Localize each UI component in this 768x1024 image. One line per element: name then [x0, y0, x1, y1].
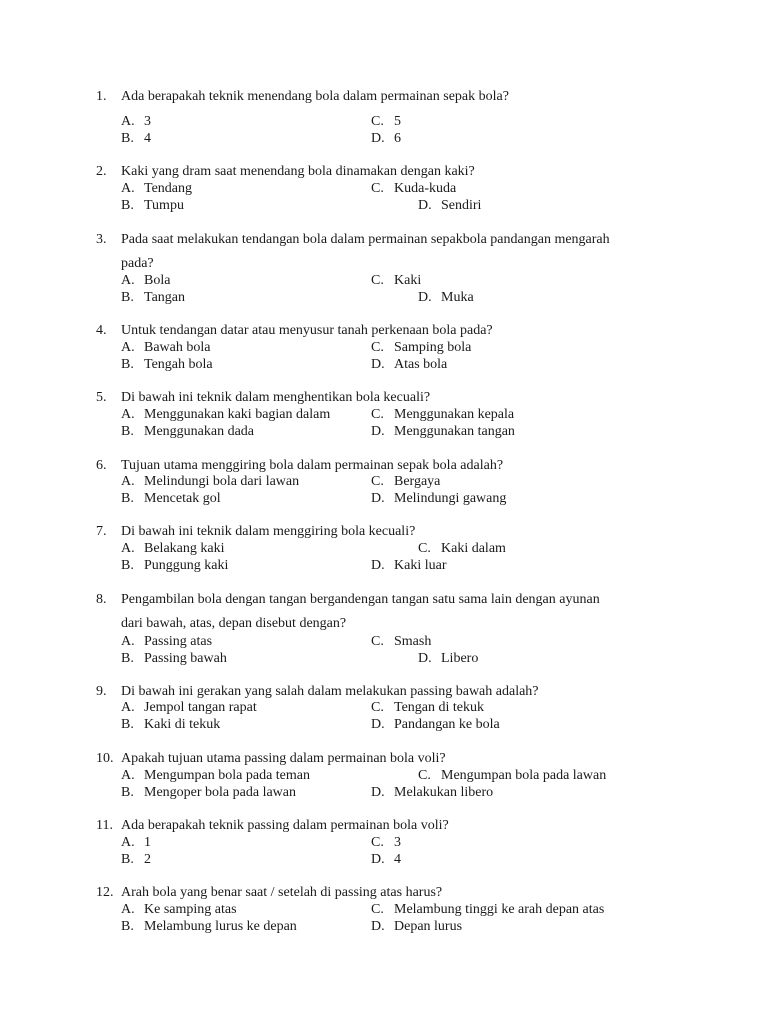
question-number: 1.	[96, 89, 107, 104]
option-letter: C.	[418, 768, 431, 783]
option-c[interactable]	[371, 834, 401, 851]
question-text-continuation: pada?	[121, 256, 154, 271]
option-letter: B.	[121, 558, 134, 573]
option-a[interactable]	[121, 180, 192, 197]
option-text: Kaki luar	[394, 558, 447, 573]
option-text: 3	[394, 835, 401, 850]
option-a[interactable]	[121, 901, 237, 918]
question-text: Di bawah ini teknik dalam menggiring bola kecuali?	[121, 524, 416, 539]
option-text: Melakukan libero	[394, 785, 494, 800]
option-text: Tangan	[144, 290, 186, 305]
option-text: Samping bola	[394, 340, 472, 355]
option-d[interactable]	[418, 650, 478, 667]
option-b[interactable]	[121, 130, 151, 147]
question-number: 7.	[96, 524, 107, 539]
option-letter: D.	[418, 198, 432, 213]
option-letter: C.	[371, 407, 384, 422]
option-a[interactable]	[121, 406, 330, 423]
question-3	[96, 231, 610, 248]
option-c[interactable]	[418, 767, 606, 784]
question-number: 11.	[96, 818, 113, 833]
question-text: Pada saat melakukan tendangan bola dalam permainan sepakbola pandangan mengarah	[121, 232, 610, 247]
option-letter: D.	[371, 919, 385, 934]
option-text: 1	[144, 835, 151, 850]
question-number: 2.	[96, 164, 107, 179]
option-letter: A.	[121, 114, 135, 129]
option-letter: A.	[121, 541, 135, 556]
option-letter: A.	[121, 181, 135, 196]
option-d[interactable]	[371, 356, 447, 373]
question-number: 3.	[96, 232, 107, 247]
option-letter: B.	[121, 717, 134, 732]
option-a[interactable]	[121, 633, 212, 650]
option-text: Kaki	[394, 273, 422, 288]
option-b[interactable]	[121, 423, 254, 440]
option-letter: D.	[371, 357, 385, 372]
option-text: Bola	[144, 273, 171, 288]
option-letter: B.	[121, 424, 134, 439]
question-number: 10.	[96, 751, 114, 766]
question-7	[96, 523, 415, 540]
option-b[interactable]	[121, 356, 213, 373]
option-b[interactable]	[121, 490, 221, 507]
option-letter: A.	[121, 902, 135, 917]
option-text: 6	[394, 131, 401, 146]
option-text: Mengumpan bola pada teman	[144, 768, 311, 783]
option-text: Sendiri	[441, 198, 482, 213]
option-letter: D.	[418, 651, 432, 666]
option-letter: D.	[371, 131, 385, 146]
option-text: Tengah bola	[144, 357, 213, 372]
option-letter: C.	[418, 541, 431, 556]
option-letter: D.	[371, 424, 385, 439]
option-letter: B.	[121, 919, 134, 934]
option-text: Menggunakan dada	[144, 424, 255, 439]
option-a[interactable]	[121, 699, 257, 716]
option-c[interactable]	[418, 540, 506, 557]
question-12	[96, 884, 442, 901]
option-letter: C.	[371, 340, 384, 355]
option-c[interactable]	[371, 406, 514, 423]
option-d[interactable]	[418, 197, 481, 214]
option-text: Melambung lurus ke depan	[144, 919, 297, 934]
option-letter: A.	[121, 474, 135, 489]
question-text: Di bawah ini gerakan yang salah dalam melakukan passing bawah adalah?	[121, 684, 539, 699]
option-text: 5	[394, 114, 401, 129]
option-d[interactable]	[371, 918, 462, 935]
option-letter: B.	[121, 651, 134, 666]
option-letter: D.	[418, 290, 432, 305]
option-text: Pandangan ke bola	[394, 717, 500, 732]
option-text: Kuda-kuda	[394, 181, 457, 196]
option-letter: B.	[121, 491, 134, 506]
option-letter: A.	[121, 340, 135, 355]
option-c[interactable]	[371, 633, 431, 650]
option-a[interactable]	[121, 767, 310, 784]
question-11	[96, 817, 449, 834]
option-text: Jempol tangan rapat	[144, 700, 257, 715]
question-8	[96, 591, 600, 608]
option-c[interactable]	[371, 699, 484, 716]
option-a[interactable]	[121, 540, 224, 557]
option-b[interactable]	[121, 918, 297, 935]
option-letter: A.	[121, 768, 135, 783]
question-text-continuation: dari bawah, atas, depan disebut dengan?	[121, 616, 347, 631]
option-letter: B.	[121, 357, 134, 372]
option-letter: A.	[121, 700, 135, 715]
option-text: Melindungi bola dari lawan	[144, 474, 300, 489]
question-text: Tujuan utama menggiring bola dalam permainan sepak bola adalah?	[121, 458, 504, 473]
option-letter: D.	[371, 717, 385, 732]
option-a[interactable]	[121, 272, 170, 289]
option-text: 4	[394, 852, 401, 867]
option-letter: C.	[371, 474, 384, 489]
option-letter: A.	[121, 407, 135, 422]
option-text: Menggunakan tangan	[394, 424, 515, 439]
question-number: 5.	[96, 390, 107, 405]
option-text: Tumpu	[144, 198, 184, 213]
question-number: 4.	[96, 323, 107, 338]
question-text: Arah bola yang benar saat / setelah di passing atas harus?	[121, 885, 443, 900]
option-letter: C.	[371, 835, 384, 850]
question-number: 6.	[96, 458, 107, 473]
option-text: 2	[144, 852, 151, 867]
option-c[interactable]	[371, 272, 421, 289]
option-letter: A.	[121, 273, 135, 288]
option-text: Muka	[441, 290, 474, 305]
question-4	[96, 322, 493, 339]
option-text: Atas bola	[394, 357, 448, 372]
option-letter: C.	[371, 634, 384, 649]
question-text: Untuk tendangan datar atau menyusur tanah perkenaan bola pada?	[121, 323, 493, 338]
option-letter: A.	[121, 634, 135, 649]
option-d[interactable]	[371, 130, 401, 147]
option-text: Kaki di tekuk	[144, 717, 221, 732]
option-d[interactable]	[371, 557, 446, 574]
option-letter: C.	[371, 181, 384, 196]
question-number: 12.	[96, 885, 114, 900]
option-text: 3	[144, 114, 151, 129]
question-1	[96, 88, 509, 105]
option-b[interactable]	[121, 197, 184, 214]
option-text: Melindungi gawang	[394, 491, 507, 506]
option-text: Tendang	[144, 181, 193, 196]
question-text: Kaki yang dram saat menendang bola dinamakan dengan kaki?	[121, 164, 475, 179]
option-text: Mengumpan bola pada lawan	[441, 768, 607, 783]
option-b[interactable]	[121, 557, 228, 574]
option-a[interactable]	[121, 339, 210, 356]
question-text: Apakah tujuan utama passing dalam permainan bola voli?	[121, 751, 446, 766]
question-number: 8.	[96, 592, 107, 607]
option-text: Menggunakan kaki bagian dalam	[144, 407, 331, 422]
option-letter: B.	[121, 852, 134, 867]
option-text: Punggung kaki	[144, 558, 229, 573]
option-text: Mencetak gol	[144, 491, 221, 506]
option-text: Ke samping atas	[144, 902, 237, 917]
option-b[interactable]	[121, 716, 220, 733]
option-letter: A.	[121, 835, 135, 850]
question-text: Di bawah ini teknik dalam menghentikan bola kecuali?	[121, 390, 431, 405]
option-text: Bergaya	[394, 474, 441, 489]
option-a[interactable]	[121, 834, 151, 851]
option-letter: B.	[121, 131, 134, 146]
option-letter: C.	[371, 273, 384, 288]
option-d[interactable]	[371, 423, 515, 440]
option-text: Passing atas	[144, 634, 213, 649]
option-text: Libero	[441, 651, 479, 666]
option-text: Tengan di tekuk	[394, 700, 484, 715]
question-text: Ada berapakah teknik passing dalam permainan bola voli?	[121, 818, 449, 833]
option-text: Melambung tinggi ke arah depan atas	[394, 902, 605, 917]
option-text: Smash	[394, 634, 432, 649]
option-letter: B.	[121, 198, 134, 213]
question-10	[96, 750, 446, 767]
option-d[interactable]	[371, 490, 506, 507]
option-c[interactable]	[371, 113, 401, 130]
option-text: Passing bawah	[144, 651, 227, 666]
option-b[interactable]	[121, 851, 151, 868]
option-letter: D.	[371, 491, 385, 506]
option-text: Belakang kaki	[144, 541, 225, 556]
option-c[interactable]	[371, 901, 604, 918]
option-text: Bawah bola	[144, 340, 211, 355]
option-b[interactable]	[121, 289, 185, 306]
option-d[interactable]	[371, 784, 493, 801]
option-letter: B.	[121, 785, 134, 800]
option-letter: C.	[371, 114, 384, 129]
option-text: Depan lurus	[394, 919, 463, 934]
question-6	[96, 457, 503, 474]
option-c[interactable]	[371, 339, 471, 356]
option-c[interactable]	[371, 473, 440, 490]
question-9	[96, 683, 539, 700]
option-b[interactable]	[121, 650, 227, 667]
question-2	[96, 163, 475, 180]
option-text: 4	[144, 131, 151, 146]
option-c[interactable]	[371, 180, 456, 197]
option-letter: D.	[371, 852, 385, 867]
option-text: Mengoper bola pada lawan	[144, 785, 296, 800]
question-text: Ada berapakah teknik menendang bola dalam permainan sepak bola?	[121, 89, 509, 104]
option-text: Menggunakan kepala	[394, 407, 515, 422]
option-d[interactable]	[418, 289, 474, 306]
option-letter: B.	[121, 290, 134, 305]
option-letter: D.	[371, 785, 385, 800]
question-number: 9.	[96, 684, 107, 699]
question-5	[96, 389, 430, 406]
option-text: Kaki dalam	[441, 541, 506, 556]
option-a[interactable]	[121, 473, 299, 490]
option-d[interactable]	[371, 851, 401, 868]
option-a[interactable]	[121, 113, 151, 130]
option-letter: C.	[371, 902, 384, 917]
option-letter: D.	[371, 558, 385, 573]
option-letter: C.	[371, 700, 384, 715]
option-b[interactable]	[121, 784, 296, 801]
question-text: Pengambilan bola dengan tangan bergandengan tangan satu sama lain dengan ayunan	[121, 592, 600, 607]
option-d[interactable]	[371, 716, 500, 733]
